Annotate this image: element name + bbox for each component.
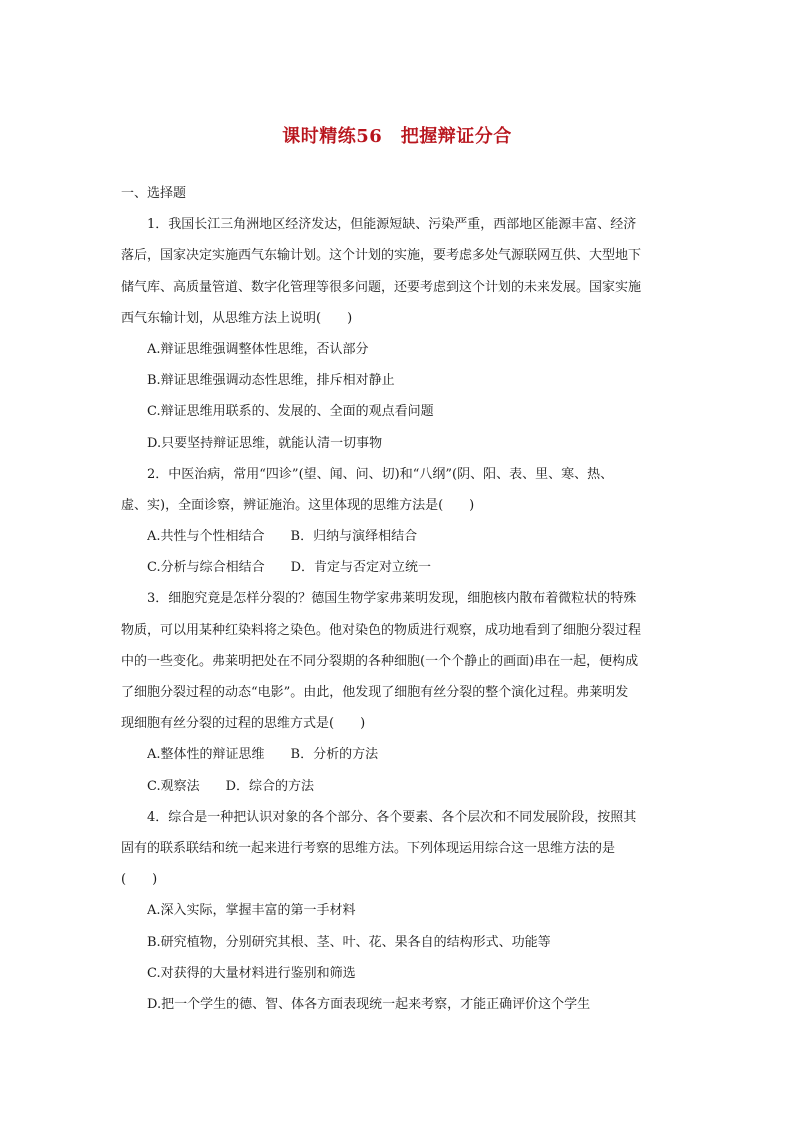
question-line: 现细胞有丝分裂的过程的思维方式是( ) [121,716,366,732]
question-2 [121,459,677,584]
option-row: A.整体性的辩证思维 B．分析的方法 [147,747,379,763]
question-4 [121,802,677,1020]
question-line: 固有的联系联结和统一起来进行考察的思维方法。下列体现运用综合这一思维方法的是 [121,840,616,856]
question-line: 2．中医治病，常用“四诊”(望、闻、问、切)和“八纲”(阴、阳、表、里、寒、热、 [147,466,614,482]
option-d: D.只要坚持辩证思维，就能认清一切事物 [147,435,383,451]
option-d: D.把一个学生的德、智、体各方面表现统一起来考察，才能正确评价这个学生 [147,996,591,1012]
question-line: 了细胞分裂过程的动态“电影”。由此，他发现了细胞有丝分裂的整个演化过程。弗莱明发 [121,685,629,700]
option-row: A.共性与个性相结合 B．归纳与演绎相结合 [147,529,418,545]
option-row: C.观察法 D．综合的方法 [147,778,315,794]
question-line: 落后，国家决定实施西气东输计划。这个计划的实施，要考虑多处气源联网互供、大型地下 [121,248,642,264]
question-line: 3．细胞究竟是怎样分裂的？德国生物学家弗莱明发现，细胞核内散布着微粒状的特殊 [147,591,637,607]
question-1 [121,209,677,459]
question-line: 西气东输计划，从思维方法上说明( ) [121,310,353,326]
question-line: 1．我国长江三角洲地区经济发达，但能源短缺、污染严重，西部地区能源丰富、经济 [147,217,637,233]
option-b: B.研究植物，分别研究其根、茎、叶、花、果各自的结构形式、功能等 [147,934,551,950]
question-line: 储气库、高质量管道、数字化管理等很多问题，还要考虑到这个计划的未来发展。国家实施 [121,279,642,295]
option-c: C.辩证思维用联系的、发展的、全面的观点看问题 [147,404,434,420]
option-a: A.辩证思维强调整体性思维，否认部分 [147,341,369,357]
option-row: C.分析与综合相结合 D．肯定与否定对立统一 [147,560,432,576]
question-line: 4．综合是一种把认识对象的各个部分、各个要素、各个层次和不同发展阶段，按照其 [147,809,637,825]
question-line: 中的一些变化。弗莱明把处在不同分裂期的各种细胞(一个个静止的画面)串在一起，便构成 [121,653,639,669]
question-line: ( ) [121,872,158,888]
document-body [121,178,677,1020]
question-line: 虚、实)，全面诊察，辨证施治。这里体现的思维方法是( ) [121,497,475,513]
option-a: A.深入实际，掌握丰富的第一手材料 [147,903,356,919]
option-b: B.辩证思维强调动态性思维，排斥相对静止 [147,373,395,389]
page-title: 课时精练56 把握辩证分合 [282,126,512,147]
question-3 [121,583,677,801]
section-heading: 一、选择题 [121,186,187,201]
question-line: 物质，可以用某种红染料将之染色。他对染色的物质进行观察，成功地看到了细胞分裂过程 [121,622,642,638]
option-c: C.对获得的大量材料进行鉴别和筛选 [147,965,356,981]
